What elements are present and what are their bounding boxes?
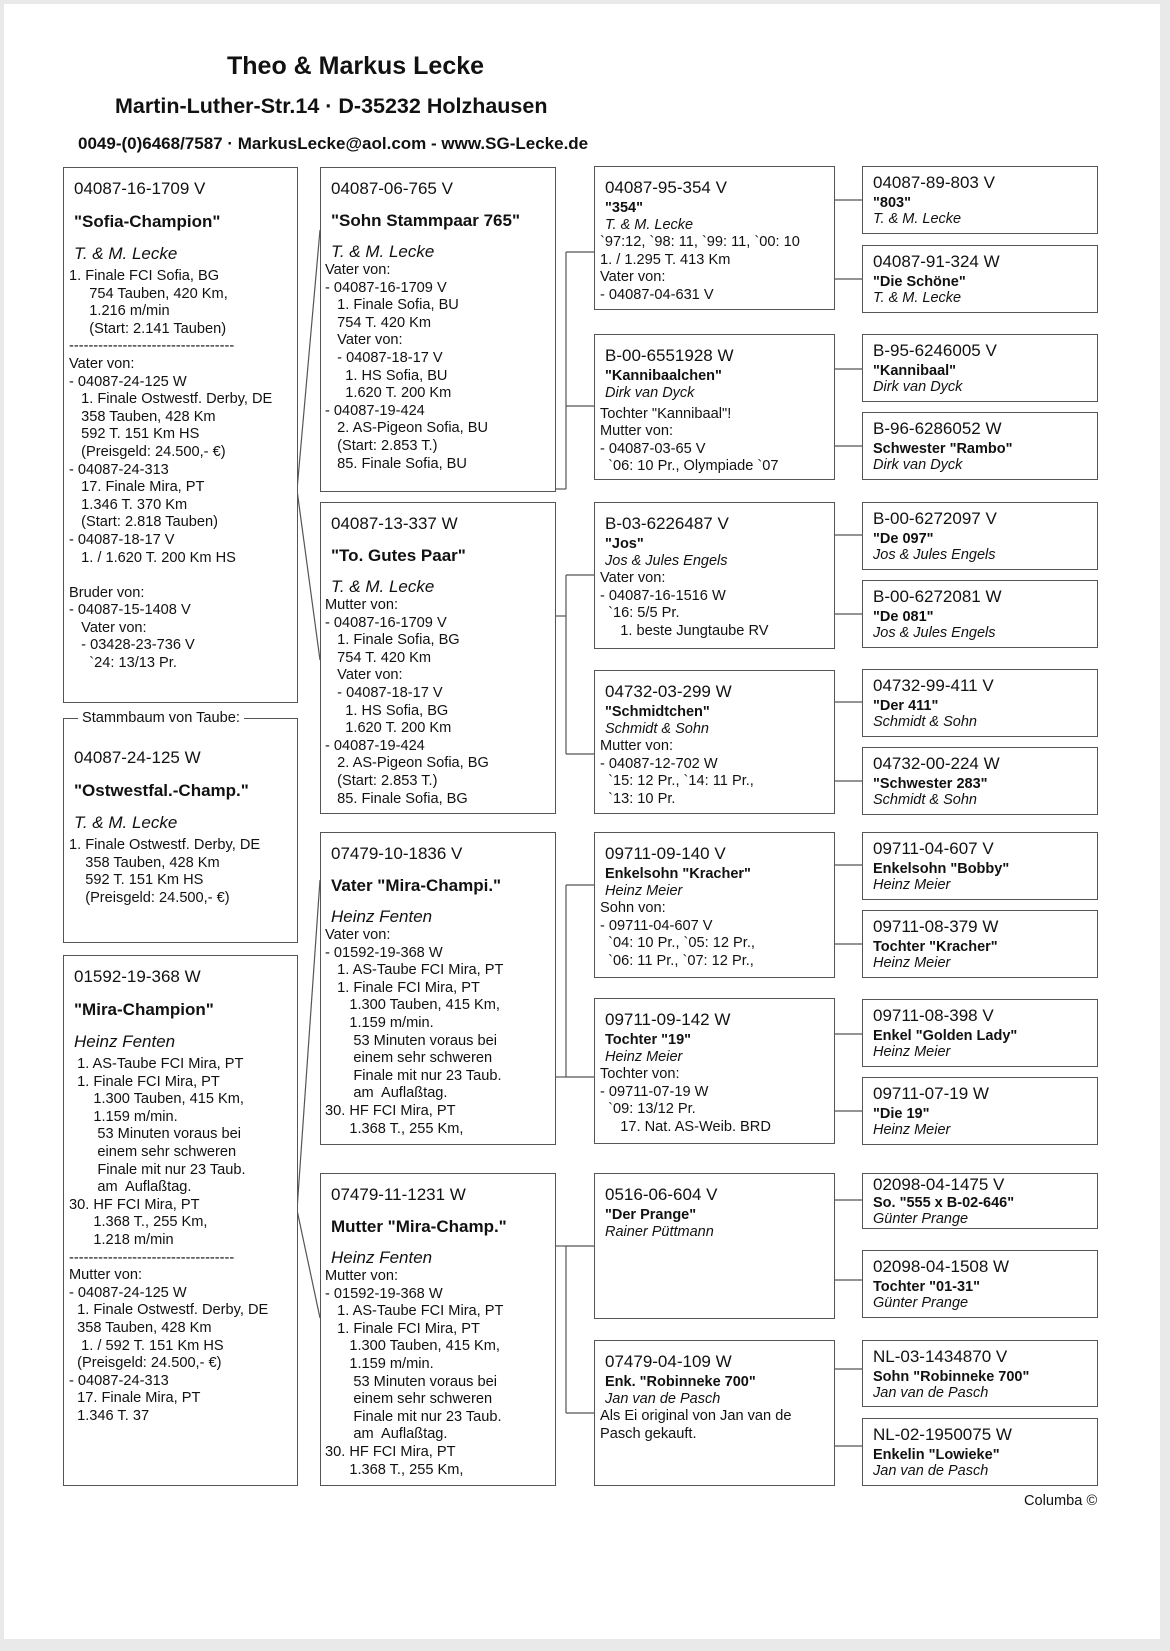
offspring-ring-number: 04087-24-125 W (74, 748, 201, 767)
parent-name: "Sohn Stammpaar 765" (331, 211, 521, 230)
mother-bird-card (63, 955, 298, 1486)
parent-name: Vater "Mira-Champi." (331, 876, 502, 895)
detail-line: 1. Finale Ostwestf. Derby, DE (69, 837, 261, 853)
detail-line: (Start: 2.818 Tauben) (69, 514, 219, 531)
detail-line: am Auflaßtag. (325, 1085, 448, 1102)
detail-line: `09: 13/12 Pr. (600, 1101, 696, 1118)
great-grandparent-card (862, 832, 1098, 900)
detail-line: 1.218 m/min (69, 1231, 174, 1248)
great-grandparent-card (862, 166, 1098, 234)
detail-line: 1. Finale Ostwestf. Derby, DE (69, 391, 273, 408)
detail-line: Finale mit nur 23 Taub. (325, 1067, 502, 1084)
parent-details (321, 1268, 555, 1479)
detail-line: 17. Finale Mira, PT (69, 1390, 201, 1407)
detail-line: 1.620 T. 200 Km (325, 720, 452, 737)
great-grandparent-card (862, 1250, 1098, 1318)
detail-line: 1.216 m/min (69, 303, 170, 320)
great-grandparent-owner: Günter Prange (873, 1295, 969, 1311)
grandparent-ring-number: B-00-6551928 W (605, 346, 734, 365)
detail-line: 1. Finale FCI Mira, PT (325, 1320, 480, 1337)
breeder-contact: 0049-(0)6468/7587 · MarkusLecke@aol.com - www.SG-Lecke.de (78, 134, 589, 153)
detail-line: `06: 10 Pr., Olympiade `07 (600, 458, 779, 475)
detail-line: 53 Minuten voraus bei (325, 1373, 497, 1390)
detail-line: 85. Finale Sofia, BG (325, 790, 468, 807)
detail-line: - 04087-18-17 V (325, 349, 443, 366)
great-grandparent-name: Sohn "Robinneke 700" (873, 1369, 1030, 1385)
detail-line: 85. Finale Sofia, BU (325, 455, 467, 472)
great-grandparent-ring-number: B-00-6272097 V (873, 509, 997, 528)
detail-line: 17. Finale Mira, PT (69, 479, 205, 496)
grandparent-name: Enkelsohn "Kracher" (605, 866, 751, 882)
grandparent-ring-number: 0516-06-604 V (605, 1185, 718, 1204)
great-grandparent-card (862, 412, 1098, 480)
great-grandparent-owner: T. & M. Lecke (873, 290, 962, 306)
detail-line: - 01592-19-368 W (325, 944, 443, 961)
great-grandparent-card (862, 999, 1098, 1067)
great-grandparent-name: "Die 19" (873, 1106, 930, 1122)
great-grandparent-card (862, 1173, 1098, 1229)
detail-line: 30. HF FCI Mira, PT (69, 1196, 200, 1213)
parent-name: "To. Gutes Paar" (331, 546, 466, 565)
grandparent-card (594, 166, 835, 310)
detail-line: Vater von: (325, 667, 403, 684)
parent-name: Mutter "Mira-Champ." (331, 1217, 507, 1236)
mother-bird-name: "Mira-Champion" (74, 1000, 214, 1019)
great-grandparent-name: Schwester "Rambo" (873, 441, 1013, 457)
detail-line: 1. Finale Ostwestf. Derby, DE (69, 1302, 269, 1319)
detail-line: - 04087-19-424 (325, 737, 425, 754)
grandparent-ring-number: 09711-09-140 V (605, 844, 726, 863)
detail-line: 1. / 1.620 T. 200 Km HS (69, 549, 236, 566)
great-grandparent-ring-number: NL-02-1950075 W (873, 1425, 1012, 1444)
grandparent-card (594, 832, 835, 978)
detail-line: ---------------------------------- (69, 1249, 235, 1266)
detail-line: `97:12, `98: 11, `99: 11, `00: 10 (600, 234, 800, 250)
grandparent-owner: Dirk van Dyck (605, 385, 695, 401)
detail-line: 2. AS-Pigeon Sofia, BG (325, 755, 489, 772)
great-grandparent-card (862, 245, 1098, 313)
detail-line: Bruder von: (69, 584, 145, 601)
detail-line: 754 Tauben, 420 Km, (69, 285, 228, 302)
great-grandparent-name: Enkelin "Lowieke" (873, 1447, 1000, 1463)
detail-line: `16: 5/5 Pr. (600, 605, 680, 622)
great-grandparent-owner: Dirk van Dyck (873, 457, 963, 473)
detail-line: - 04087-03-65 V (600, 440, 706, 457)
detail-line: 53 Minuten voraus bei (69, 1126, 241, 1143)
detail-line: (Preisgeld: 24.500,- €) (69, 443, 226, 460)
great-grandparent-name: "Schwester 283" (873, 776, 988, 792)
grandparent-card (594, 1340, 835, 1486)
detail-line: (Start: 2.141 Tauben) (69, 320, 227, 337)
parent-card (320, 1173, 556, 1486)
detail-line: 754 T. 420 Km (325, 314, 432, 331)
grandparent-ring-number: B-03-6226487 V (605, 514, 729, 533)
great-grandparent-ring-number: B-96-6286052 W (873, 419, 1002, 438)
detail-line: 1. AS-Taube FCI Mira, PT (69, 1056, 244, 1072)
great-grandparent-owner: Jos & Jules Engels (873, 547, 996, 563)
stammbaum-label: Stammbaum von Taube: (78, 710, 244, 726)
great-grandparent-ring-number: 04732-00-224 W (873, 754, 1000, 773)
detail-line: - 04087-15-1408 V (69, 602, 191, 619)
great-grandparent-owner: T. & M. Lecke (873, 211, 962, 227)
detail-line: Vater von: (325, 262, 391, 278)
detail-line: einem sehr schweren (69, 1143, 237, 1160)
parent-details (321, 927, 555, 1138)
great-grandparent-owner: Dirk van Dyck (873, 379, 963, 395)
detail-line: Vater von: (69, 355, 135, 372)
great-grandparent-name: "Kannibaal" (873, 363, 957, 379)
great-grandparent-ring-number: 04732-99-411 V (873, 676, 994, 695)
great-grandparent-owner: Heinz Meier (873, 955, 951, 971)
grandparent-owner: Jan van de Pasch (605, 1391, 721, 1407)
detail-line: Vater von: (325, 332, 403, 349)
great-grandparent-ring-number: 02098-04-1508 W (873, 1257, 1010, 1276)
detail-line: (Preisgeld: 24.500,- €) (69, 889, 230, 906)
detail-line: 1. Finale Sofia, BG (325, 632, 460, 649)
detail-line: 2. AS-Pigeon Sofia, BU (325, 420, 489, 437)
detail-line: 1. HS Sofia, BU (325, 367, 448, 384)
subject-details (64, 268, 297, 673)
grandparent-ring-number: 09711-09-142 W (605, 1010, 731, 1029)
detail-line: Vater von: (600, 269, 666, 286)
detail-line: Vater von: (69, 619, 147, 636)
detail-line: (Start: 2.853 T.) (325, 772, 438, 789)
great-grandparent-ring-number: 09711-07-19 W (873, 1084, 989, 1103)
detail-line: 754 T. 420 Km (325, 649, 432, 666)
great-grandparent-ring-number: 02098-04-1475 V (873, 1175, 1005, 1194)
parent-card (320, 832, 556, 1145)
great-grandparent-name: Enkel "Golden Lady" (873, 1028, 1018, 1044)
great-grandparent-owner: Jan van de Pasch (873, 1385, 989, 1401)
parent-details (321, 597, 555, 808)
great-grandparent-owner: Heinz Meier (873, 1122, 951, 1138)
parent-ring-number: 04087-13-337 W (331, 514, 458, 533)
great-grandparent-owner: Jos & Jules Engels (873, 625, 996, 641)
detail-line: Als Ei original von Jan van de (600, 1408, 792, 1424)
parent-owner: Heinz Fenten (331, 907, 433, 926)
great-grandparent-name: "Der 411" (873, 698, 939, 714)
detail-line: Vater von: (325, 927, 391, 943)
great-grandparent-owner: Jan van de Pasch (873, 1463, 989, 1479)
mother-bird-details (64, 1056, 297, 1425)
detail-line: - 04087-12-702 W (600, 755, 718, 772)
great-grandparent-ring-number: 09711-08-379 W (873, 917, 999, 936)
grandparent-name: "Jos" (605, 536, 644, 552)
parent-card (320, 167, 556, 492)
grandparent-details (595, 1408, 834, 1443)
great-grandparent-ring-number: B-95-6246005 V (873, 341, 997, 360)
detail-line: Tochter von: (600, 1066, 680, 1082)
grandparent-owner: Rainer Püttmann (605, 1224, 714, 1240)
detail-line: `15: 12 Pr., `14: 11 Pr., (600, 773, 754, 790)
great-grandparent-card (862, 747, 1098, 815)
grandparent-name: "Der Prange" (605, 1207, 697, 1223)
detail-line: einem sehr schweren (325, 1391, 493, 1408)
detail-line: - 04087-18-17 V (69, 531, 175, 548)
great-grandparent-name: Tochter "01-31" (873, 1279, 980, 1295)
great-grandparent-name: "De 081" (873, 609, 934, 625)
grandparent-card (594, 1173, 835, 1319)
detail-line: - 04087-16-1516 W (600, 587, 726, 604)
detail-line: 1. Finale FCI Mira, PT (69, 1073, 220, 1090)
great-grandparent-owner: Heinz Meier (873, 1044, 951, 1060)
offspring-details (64, 837, 297, 907)
grandparent-owner: Schmidt & Sohn (605, 721, 709, 737)
detail-line: - 03428-23-736 V (69, 637, 195, 654)
mother-bird-owner: Heinz Fenten (74, 1032, 176, 1051)
detail-line: 1. / 592 T. 151 Km HS (69, 1337, 224, 1354)
detail-line: 1.368 T., 255 Km, (325, 1461, 464, 1478)
great-grandparent-name: So. "555 x B-02-646" (873, 1195, 1015, 1211)
detail-line: 592 T. 151 Km HS (69, 426, 200, 443)
grandparent-ring-number: 04732-03-299 W (605, 682, 732, 701)
detail-line: - 04087-24-313 (69, 1372, 169, 1389)
detail-line: Finale mit nur 23 Taub. (325, 1408, 502, 1425)
parent-card (320, 502, 556, 814)
detail-line: 30. HF FCI Mira, PT (325, 1443, 456, 1460)
great-grandparent-card (862, 1418, 1098, 1486)
great-grandparent-name: "Die Schöne" (873, 274, 966, 290)
detail-line: - 04087-24-125 W (69, 373, 187, 390)
detail-line: Mutter von: (600, 423, 673, 440)
grandparent-details (595, 1066, 834, 1136)
great-grandparent-name: "De 097" (873, 531, 934, 547)
detail-line: 1. AS-Taube FCI Mira, PT (325, 962, 504, 979)
grandparent-name: Enk. "Robinneke 700" (605, 1374, 756, 1390)
grandparent-name: "Schmidtchen" (605, 704, 710, 720)
detail-line: 1.368 T., 255 Km, (325, 1120, 464, 1137)
detail-line: 1. HS Sofia, BG (325, 702, 449, 719)
detail-line: 358 Tauben, 428 Km (69, 854, 220, 871)
parent-owner: T. & M. Lecke (331, 242, 435, 261)
grandparent-owner: Heinz Meier (605, 1049, 683, 1065)
great-grandparent-name: "803" (873, 195, 911, 211)
grandparent-card (594, 998, 835, 1144)
grandparent-card (594, 334, 835, 480)
detail-line: - 04087-19-424 (325, 402, 425, 419)
grandparent-details (595, 570, 834, 640)
detail-line: (Start: 2.853 T.) (325, 437, 438, 454)
subject-owner: T. & M. Lecke (74, 244, 178, 263)
great-grandparent-card (862, 1340, 1098, 1407)
detail-line: 1. / 1.295 T. 413 Km (600, 251, 731, 268)
grandparent-ring-number: 04087-95-354 V (605, 178, 727, 197)
detail-line: Mutter von: (325, 1268, 398, 1284)
great-grandparent-ring-number: 04087-91-324 W (873, 252, 1000, 271)
grandparent-details (595, 738, 834, 808)
detail-line: - 04087-24-125 W (69, 1284, 187, 1301)
great-grandparent-ring-number: 09711-04-607 V (873, 839, 994, 858)
great-grandparent-ring-number: NL-03-1434870 V (873, 1347, 1008, 1366)
detail-line: 53 Minuten voraus bei (325, 1032, 497, 1049)
parent-details (321, 262, 555, 473)
detail-line: 1.159 m/min. (325, 1014, 434, 1031)
subject-name: "Sofia-Champion" (74, 212, 221, 231)
copyright-label: Columba © (1024, 1493, 1098, 1509)
detail-line: 1.159 m/min. (325, 1355, 434, 1372)
detail-line: 1. Finale Sofia, BU (325, 297, 459, 314)
grandparent-owner: T. & M. Lecke (605, 217, 694, 233)
parent-owner: Heinz Fenten (331, 1248, 433, 1267)
offspring-card (63, 718, 298, 943)
detail-line: 1. AS-Taube FCI Mira, PT (325, 1303, 504, 1320)
breeder-names: Theo & Markus Lecke (227, 52, 485, 80)
subject-pigeon-card (63, 167, 298, 703)
grandparent-card (594, 670, 835, 814)
detail-line: - 09711-07-19 W (600, 1083, 709, 1100)
grandparent-ring-number: 07479-04-109 W (605, 1352, 732, 1371)
parent-owner: T. & M. Lecke (331, 577, 435, 596)
grandparent-name: "Kannibaalchen" (605, 368, 722, 384)
great-grandparent-owner: Heinz Meier (873, 877, 951, 893)
great-grandparent-ring-number: 09711-08-398 V (873, 1006, 994, 1025)
detail-line: 1. beste Jungtaube RV (600, 622, 769, 639)
detail-line: 1.620 T. 200 Km (325, 385, 452, 402)
detail-line: Mutter von: (69, 1267, 142, 1284)
parent-ring-number: 07479-10-1836 V (331, 844, 463, 863)
detail-line: Tochter "Kannibaal"! (600, 405, 732, 422)
great-grandparent-owner: Schmidt & Sohn (873, 714, 977, 730)
great-grandparent-card (862, 334, 1098, 402)
detail-line: - 09711-04-607 V (600, 917, 713, 934)
breeder-address: Martin-Luther-Str.14 · D-35232 Holzhausen (115, 94, 548, 118)
detail-line: 17. Nat. AS-Weib. BRD (600, 1118, 771, 1135)
detail-line: Vater von: (600, 570, 666, 586)
mother-bird-ring-number: 01592-19-368 W (74, 967, 201, 986)
detail-line: Finale mit nur 23 Taub. (69, 1161, 246, 1178)
detail-line: (Preisgeld: 24.500,- €) (69, 1355, 222, 1372)
grandparent-card (594, 502, 835, 649)
detail-line: 358 Tauben, 428 Km (69, 1319, 212, 1336)
detail-line: 1.346 T. 37 (69, 1407, 150, 1424)
detail-line: 1. Finale FCI Mira, PT (325, 979, 480, 996)
detail-line: einem sehr schweren (325, 1050, 493, 1067)
detail-line: `24: 13/13 Pr. (69, 655, 177, 672)
detail-line: 1.300 Tauben, 415 Km, (325, 997, 500, 1014)
detail-line: - 04087-16-1709 V (325, 279, 447, 296)
detail-line: 30. HF FCI Mira, PT (325, 1102, 456, 1119)
detail-line (64, 567, 297, 585)
grandparent-owner: Jos & Jules Engels (605, 553, 728, 569)
detail-line: 1.300 Tauben, 415 Km, (69, 1091, 244, 1108)
detail-line: 1.159 m/min. (69, 1108, 178, 1125)
great-grandparent-owner: Schmidt & Sohn (873, 792, 977, 808)
parent-ring-number: 07479-11-1231 W (331, 1185, 466, 1204)
great-grandparent-card (862, 502, 1098, 570)
detail-line: 1.300 Tauben, 415 Km, (325, 1338, 500, 1355)
detail-line: Pasch gekauft. (600, 1425, 697, 1442)
detail-line: `06: 11 Pr., `07: 12 Pr., (600, 952, 754, 969)
detail-line: am Auflaßtag. (69, 1179, 192, 1196)
detail-line: ---------------------------------- (69, 338, 235, 355)
grandparent-details (595, 900, 834, 970)
great-grandparent-card (862, 669, 1098, 737)
detail-line: 358 Tauben, 428 Km (69, 408, 216, 425)
great-grandparent-card (862, 910, 1098, 978)
parent-ring-number: 04087-06-765 V (331, 179, 453, 198)
detail-line: `13: 10 Pr. (600, 790, 676, 807)
great-grandparent-name: Tochter "Kracher" (873, 939, 998, 955)
great-grandparent-ring-number: B-00-6272081 W (873, 587, 1002, 606)
great-grandparent-card (862, 1077, 1098, 1145)
detail-line: 1. Finale FCI Sofia, BG (69, 268, 220, 284)
detail-line: - 04087-04-631 V (600, 286, 714, 303)
offspring-owner: T. & M. Lecke (74, 813, 178, 832)
detail-line: Sohn von: (600, 900, 666, 916)
great-grandparent-owner: Günter Prange (873, 1211, 969, 1227)
detail-line: 1.346 T. 370 Km (69, 496, 188, 513)
grandparent-details (595, 234, 834, 304)
detail-line: Mutter von: (600, 738, 673, 754)
detail-line: `04: 10 Pr., `05: 12 Pr., (600, 935, 755, 952)
grandparent-name: "354" (605, 200, 643, 216)
great-grandparent-card (862, 580, 1098, 648)
detail-line: - 04087-18-17 V (325, 684, 443, 701)
great-grandparent-ring-number: 04087-89-803 V (873, 173, 995, 192)
grandparent-name: Tochter "19" (605, 1032, 692, 1048)
detail-line: 592 T. 151 Km HS (69, 872, 204, 889)
detail-line: - 04087-24-313 (69, 461, 169, 478)
detail-line: am Auflaßtag. (325, 1426, 448, 1443)
grandparent-owner: Heinz Meier (605, 883, 683, 899)
great-grandparent-name: Enkelsohn "Bobby" (873, 861, 1010, 877)
detail-line: 1.368 T., 255 Km, (69, 1214, 208, 1231)
subject-ring-number: 04087-16-1709 V (74, 179, 206, 198)
detail-line: Mutter von: (325, 597, 398, 613)
detail-line: - 04087-16-1709 V (325, 614, 447, 631)
detail-line: - 01592-19-368 W (325, 1285, 443, 1302)
offspring-name: "Ostwestfal.-Champ." (74, 781, 249, 800)
